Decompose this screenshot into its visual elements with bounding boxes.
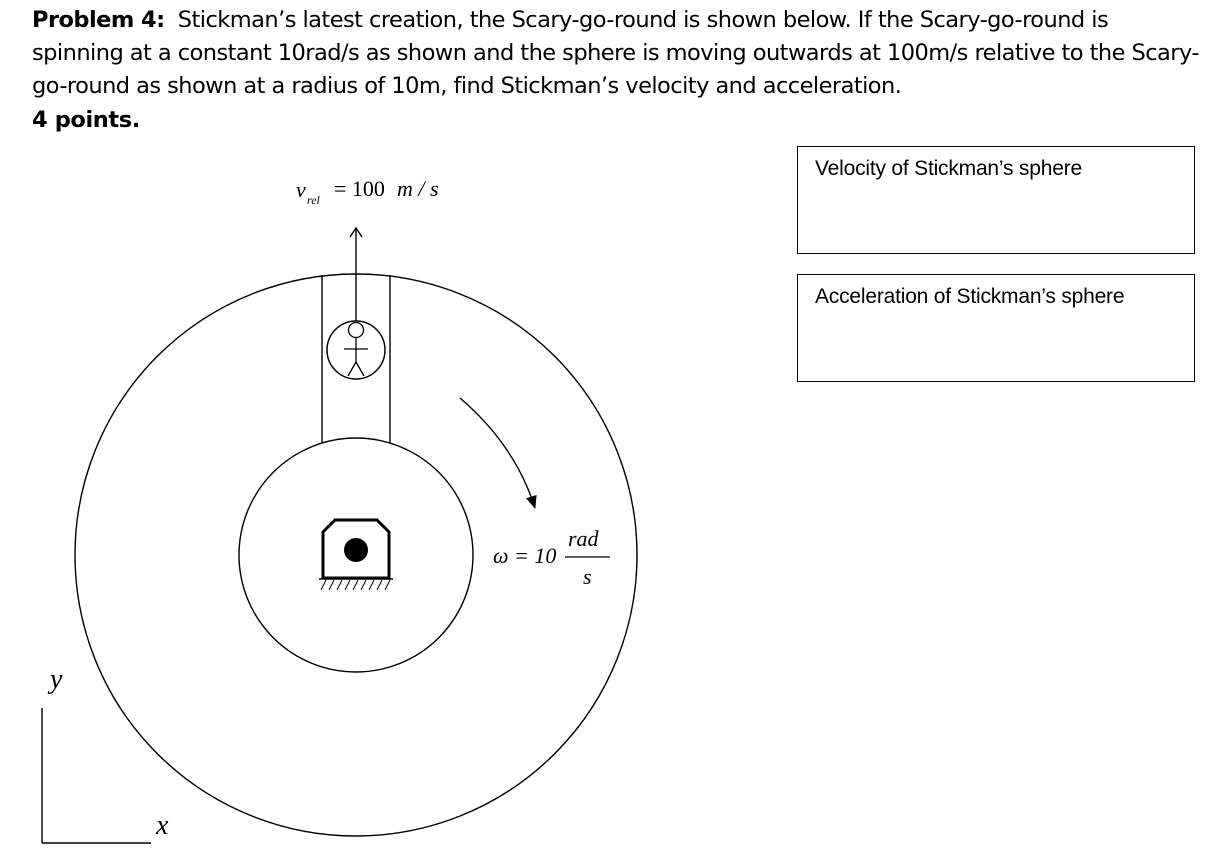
svg-text:= 100: = 100 (334, 176, 385, 201)
vrel-label (296, 176, 439, 207)
svg-text:rad: rad (568, 526, 599, 551)
svg-text:ω = 10: ω = 10 (493, 543, 557, 568)
points-label: 4 points. (32, 107, 140, 133)
rotation-arrow (460, 398, 535, 508)
pin-support (319, 520, 393, 590)
problem-heading: Problem 4: (32, 7, 165, 33)
svg-text:v: v (296, 177, 306, 202)
acceleration-box-label: Acceleration of Stickman’s sphere (815, 285, 1125, 308)
omega-label (493, 526, 610, 589)
stickman-sphere (327, 321, 385, 379)
problem-text: Stickman’s latest creation, the Scary-go-round is shown below. If the Scary-go-round is spinning at a constant 10rad/s as shown and the sphere is moving outwards at 100m/s relative to the Scary-go-round as shown at a radius of 10m, find Stickman’s velocity and acceleration. (32, 7, 1199, 99)
svg-text:s: s (583, 564, 592, 589)
coordinate-axes (42, 664, 169, 843)
x-axis-label: x (156, 810, 169, 841)
velocity-box-label: Velocity of Stickman’s sphere (815, 157, 1082, 180)
svg-text:m / s: m / s (397, 176, 439, 201)
svg-text:rel: rel (307, 193, 320, 207)
y-axis-label: y (50, 664, 63, 695)
